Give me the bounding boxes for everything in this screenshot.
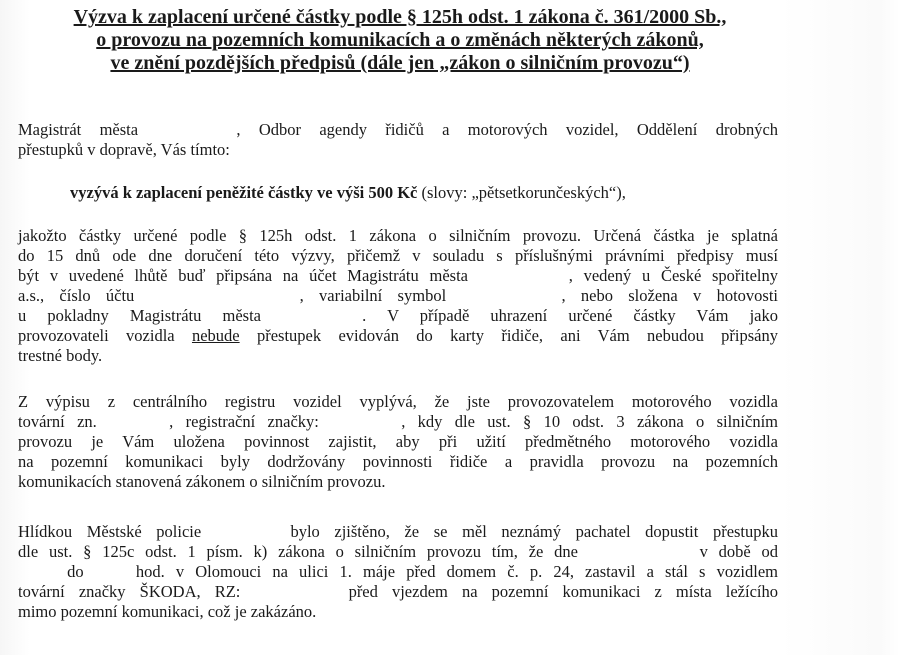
text-magistrat: Magistrát města — [18, 120, 139, 139]
payment-line-4b: , variabilní symbol — [299, 286, 447, 305]
registry-line-5: komunikacích stanovená zákonem o silničním provozu. — [18, 472, 386, 491]
demand-words: (slovy: „pětsetkorunčeských“), — [417, 183, 626, 202]
payment-line-3a: být v uvedené lhůtě buď připsána na účet Magistrátu města — [18, 266, 468, 285]
title-line-1: Výzva k zaplacení určené částky podle § 125h odst. 1 zákona č. 361/2000 Sb., — [73, 6, 727, 28]
registry-line-2c: , kdy dle ust. § 10 odst. 3 zákona o silničním — [401, 412, 779, 431]
document-title — [0, 6, 800, 75]
registry-line-3: provozu je Vám uložena povinnost zajistit, aby při užití předmětného motorového vozidla — [18, 432, 778, 451]
payment-line-4a: a.s., číslo účtu — [18, 286, 135, 305]
paragraph-payment — [18, 226, 778, 366]
text-prestupku: přestupků v dopravě, Vás tímto: — [18, 140, 230, 159]
registry-line-1: Z výpisu z centrálního registru vozidel vyplývá, že jste provozovatelem motorového vozidla — [18, 392, 778, 411]
payment-line-5a: u pokladny Magistrátu města — [18, 306, 261, 325]
offence-line-5: mimo pozemní komunikaci, což je zakázáno. — [18, 602, 317, 621]
registry-line-4: na pozemní komunikaci byly dodržovány povinnosti řidiče a pravidla provozu na pozemních — [18, 452, 778, 471]
title-line-2: o provozu na pozemních komunikacích a o změnách některých zákonů, — [96, 29, 704, 51]
offence-line-3a: do — [67, 562, 84, 581]
offence-line-4a: tovární značky ŠKODA, RZ: — [18, 582, 241, 601]
registry-line-2b: , registrační značky: — [169, 412, 319, 431]
offence-line-1a: Hlídkou Městské policie — [18, 522, 202, 541]
offence-line-2b: v době od — [699, 542, 779, 561]
paragraph-demand — [70, 183, 770, 203]
payment-line-4c: , nebo složena v hotovosti — [561, 286, 779, 305]
title-line-3: ve znění pozdějších předpisů (dále jen „zákon o silničním provozu“) — [110, 52, 690, 74]
paragraph-intro — [18, 120, 778, 160]
registry-line-2a: tovární zn. — [18, 412, 97, 431]
payment-line-2: do 15 dnů ode dne doručení této výzvy, přičemž v souladu s příslušnými právními předpisy musí — [18, 246, 778, 265]
offence-line-3b: hod. v Olomouci na ulici 1. máje před domem č. p. 24, zastavil a stál s vozidlem — [135, 562, 779, 581]
payment-line-3b: , vedený u České spořitelny — [568, 266, 779, 285]
demand-amount: vyzývá k zaplacení peněžité částky ve výši 500 Kč — [70, 183, 418, 202]
payment-line-1: jakožto částky určené podle § 125h odst. 1 zákona o silničním provozu. Určená částka je splatná — [18, 226, 778, 245]
offence-line-1b: bylo zjištěno, že se měl neznámý pachatel dopustit přestupku — [290, 522, 779, 541]
paragraph-registry — [18, 392, 778, 492]
offence-line-2a: dle ust. § 125c odst. 1 písm. k) zákona o silničním provozu tím, že dne — [18, 542, 578, 561]
offence-line-4b: před vjezdem na pozemní komunikaci z místa ležícího — [348, 582, 778, 601]
payment-line-7: trestné body. — [18, 346, 103, 365]
underlined-nebude: nebude — [191, 326, 240, 345]
text-odbor: , Odbor agendy řidičů a motorových vozidel, Oddělení drobných — [236, 120, 779, 139]
paragraph-offence — [18, 522, 778, 622]
payment-line-6a: provozovateli vozidla — [18, 326, 175, 345]
payment-line-6b: přestupek evidován do karty řidiče, ani Vám nebudou připsány — [256, 326, 778, 345]
payment-line-5b: . V případě uhrazení určené částky Vám jako — [362, 306, 778, 325]
